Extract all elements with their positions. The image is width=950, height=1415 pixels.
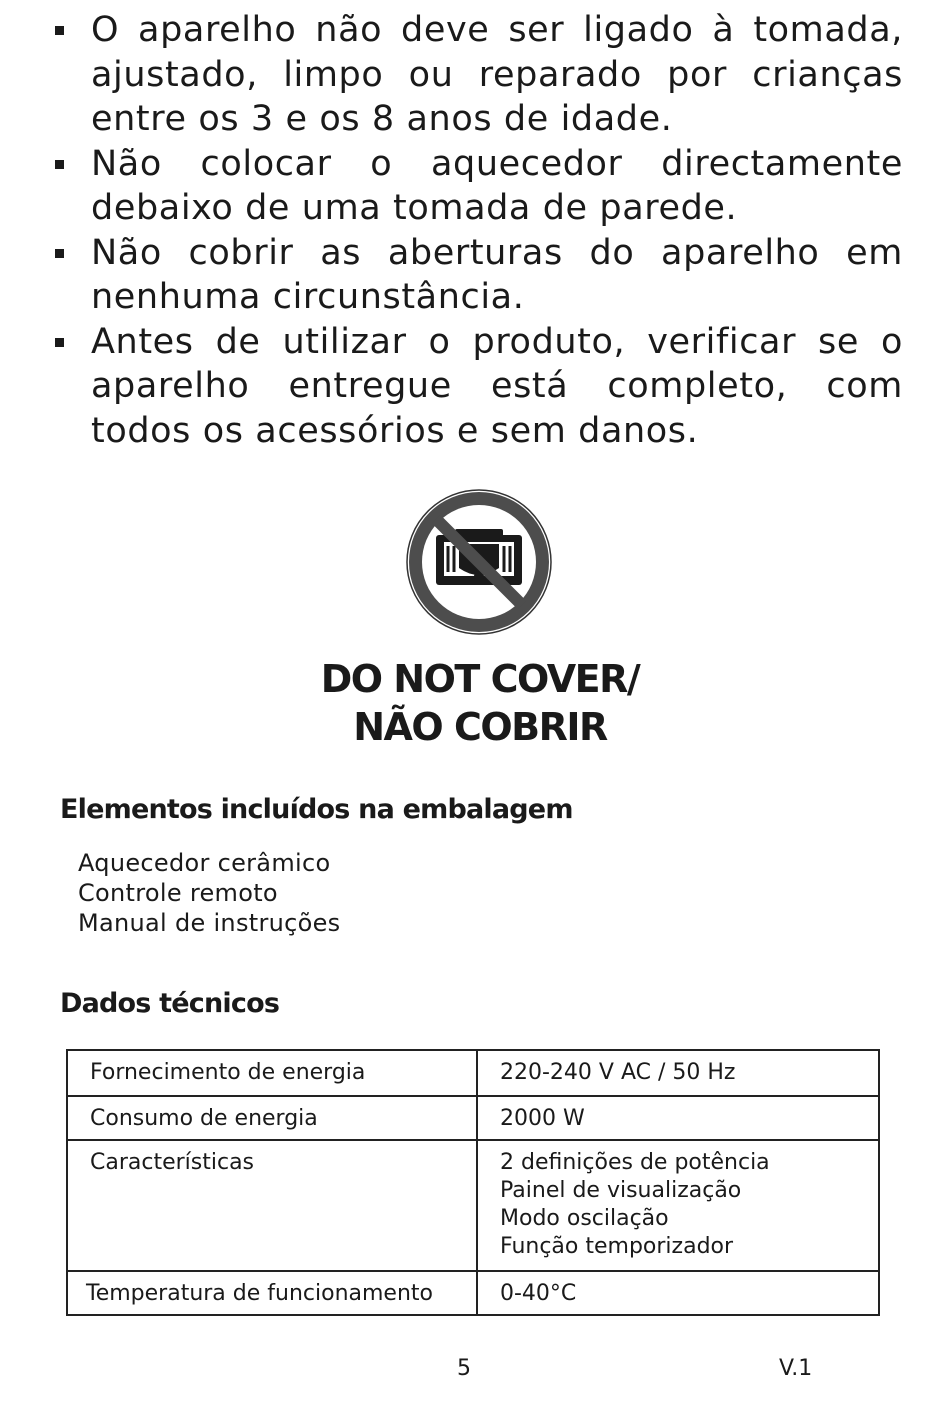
warning-text: O aparelho não deve ser ligado à tomada, ajustado, limpo ou reparado por crianças entre os 3 e os 8 anos de idade. — [91, 10, 903, 139]
bullet-square — [55, 338, 64, 347]
warning-text: Antes de utilizar o produto, verificar se o aparelho entregue está completo, com todos os acessórios e sem danos. — [91, 321, 903, 451]
bullet-square — [55, 160, 64, 169]
spec-label: Consumo de energia — [67, 1096, 477, 1140]
spec-value: 2 definições de potência Painel de visualização Modo oscilação Função temporizador — [477, 1140, 879, 1271]
warning-text: Não colocar o aquecedor directamente debaixo de uma tomada de parede. — [91, 143, 903, 228]
warning-list — [55, 8, 903, 453]
spec-label: Temperatura de funcionamento — [67, 1271, 477, 1315]
label-line-2: NÃO COBRIR — [353, 705, 607, 749]
warning-text: Não cobrir as aberturas do aparelho em nenhuma circunstância. — [91, 232, 903, 317]
package-item: Aquecedor cerâmico — [78, 849, 331, 877]
specs-heading: Dados técnicos — [60, 988, 280, 1019]
package-items — [78, 848, 341, 938]
warning-item — [55, 8, 903, 142]
do-not-cover-icon — [405, 488, 553, 636]
package-heading: Elementos incluídos na embalagem — [60, 794, 573, 825]
page-number: 5 — [457, 1356, 471, 1381]
table-row — [67, 1271, 879, 1315]
bullet-square — [55, 249, 64, 258]
label-line-1: DO NOT COVER/ — [320, 657, 640, 701]
warning-item — [55, 320, 903, 454]
spec-value: 0-40°C — [477, 1271, 879, 1315]
package-item: Controle remoto — [78, 879, 278, 907]
spec-label: Fornecimento de energia — [67, 1050, 477, 1096]
table-row — [67, 1096, 879, 1140]
version-label: V.1 — [779, 1356, 813, 1381]
do-not-cover-label — [230, 655, 730, 751]
table-row — [67, 1050, 879, 1096]
warning-item — [55, 142, 903, 231]
specs-table — [66, 1049, 880, 1316]
table-row — [67, 1140, 879, 1271]
package-item: Manual de instruções — [78, 909, 341, 937]
spec-value: 220-240 V AC / 50 Hz — [477, 1050, 879, 1096]
spec-label: Características — [67, 1140, 477, 1271]
warning-item — [55, 231, 903, 320]
bullet-square — [55, 26, 64, 35]
spec-value: 2000 W — [477, 1096, 879, 1140]
